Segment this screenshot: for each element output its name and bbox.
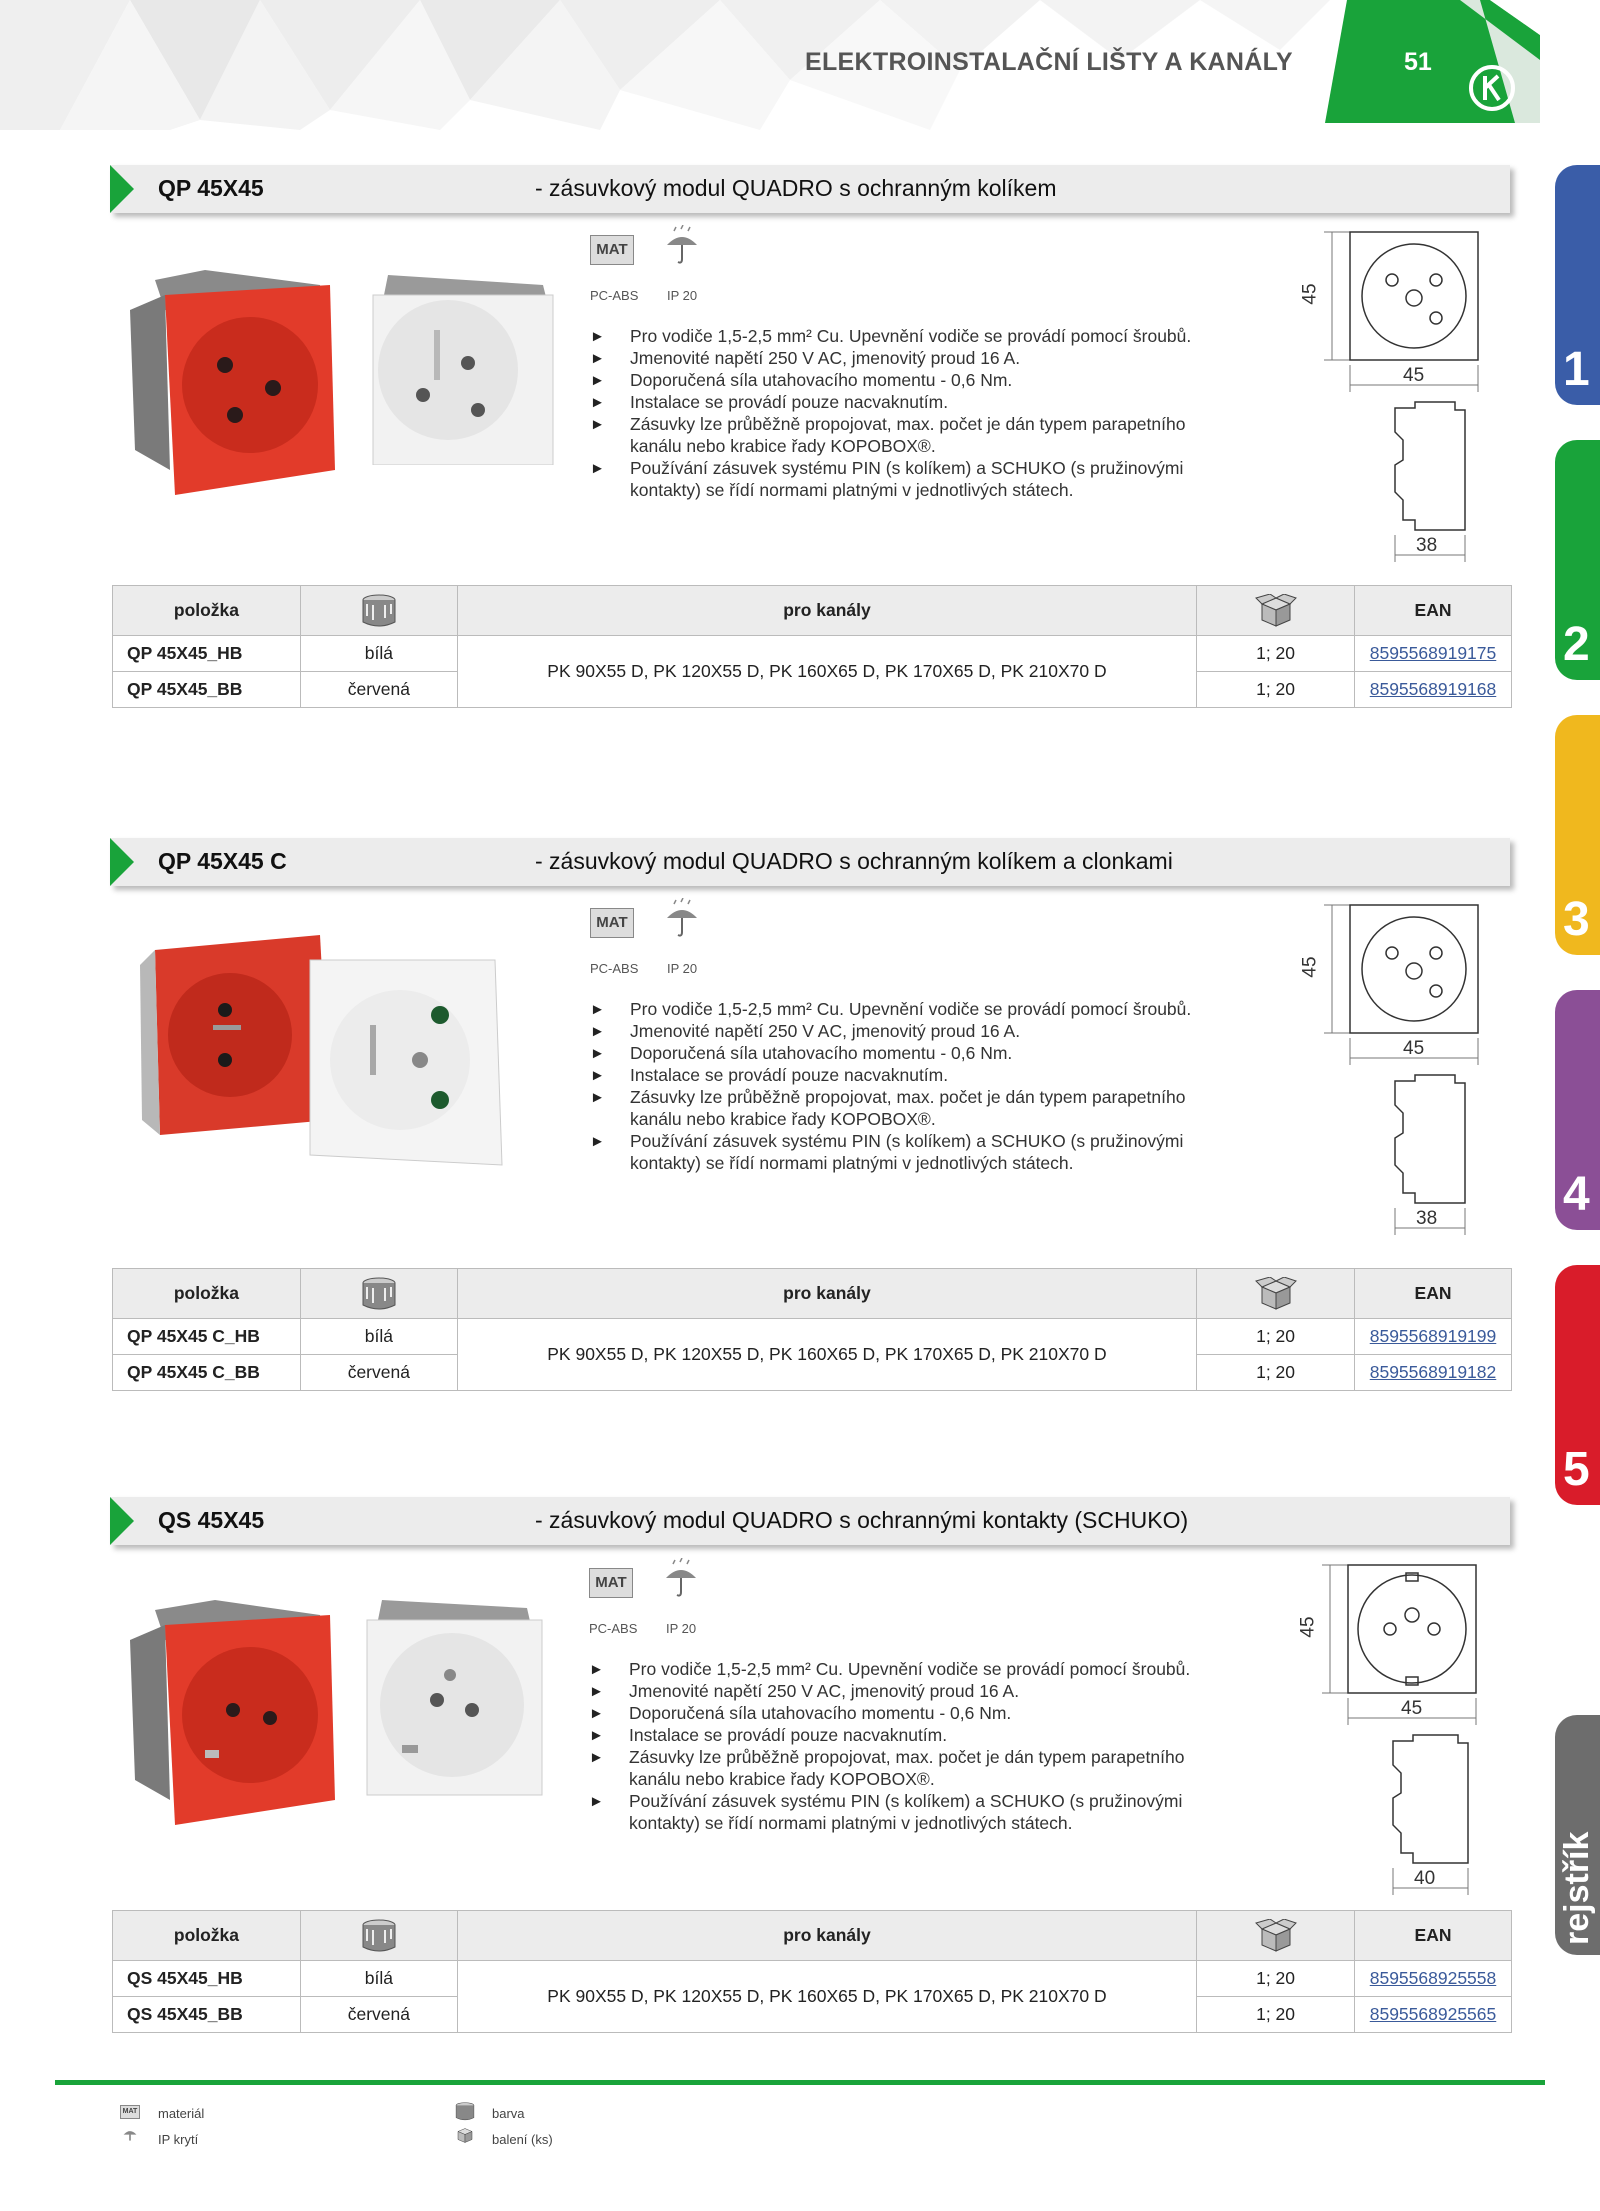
feature-item: ► Instalace se provádí pouze nacvaknutím. bbox=[589, 1725, 948, 1745]
section-code: QP 45X45 C bbox=[158, 848, 287, 874]
cell-pack: 1; 20 bbox=[1197, 1355, 1355, 1391]
legend-material: materiál bbox=[158, 2106, 205, 2121]
cell-code: QS 45X45_BB bbox=[113, 1997, 301, 2033]
section-arrow-icon bbox=[110, 838, 134, 886]
cell-code: QP 45X45_BB bbox=[113, 672, 301, 708]
cell-color: bílá bbox=[300, 636, 457, 672]
product-section-qp45x45 bbox=[110, 165, 1510, 213]
material-value: PC-ABS bbox=[590, 288, 639, 303]
header-ean: EAN bbox=[1355, 586, 1512, 636]
side-tab-5[interactable]: 5 bbox=[1555, 1265, 1600, 1505]
feature-list bbox=[590, 325, 1240, 501]
ip-value: IP 20 bbox=[666, 1621, 697, 1636]
product-section-qp45x45c bbox=[110, 838, 1510, 886]
cell-pack: 1; 20 bbox=[1197, 1961, 1355, 1997]
dimension-height: 45 bbox=[1299, 956, 1321, 978]
feature-item: ► Pro vodiče 1,5-2,5 mm² Cu. Upevnění vodiče se provádí pomocí šroubů. bbox=[590, 999, 1192, 1019]
section-arrow-icon bbox=[110, 1497, 134, 1545]
section-arrow-icon bbox=[110, 165, 134, 213]
box-icon bbox=[1254, 1277, 1298, 1311]
page-number: 51 bbox=[1404, 48, 1432, 76]
dimension-drawing-front-schuko bbox=[1318, 1563, 1478, 1728]
feature-item: ► Používání zásuvek systému PIN (s kolíkem) a SCHUKO (s pružinovými kontakty) se řídí normami platnými v jednotlivých státech. bbox=[590, 1131, 1184, 1173]
paint-bucket-icon bbox=[361, 1277, 397, 1311]
header-item: položka bbox=[113, 1269, 301, 1319]
cell-pack: 1; 20 bbox=[1197, 1319, 1355, 1355]
cell-code: QS 45X45_HB bbox=[113, 1961, 301, 1997]
feature-item: ► Zásuvky lze průběžně propojovat, max. počet je dán typem parapetního kanálu nebo krabice řady KOPOBOX®. bbox=[589, 1747, 1185, 1789]
header-item: položka bbox=[113, 586, 301, 636]
dimension-drawing-front bbox=[1320, 903, 1480, 1068]
side-tab-4[interactable]: 4 bbox=[1555, 990, 1600, 1230]
page-header-title: ELEKTROINSTALAČNÍ LIŠTY A KANÁLY bbox=[805, 48, 1293, 76]
section-description: - zásuvkový modul QUADRO s ochranným kolíkem a clonkami bbox=[535, 848, 1173, 874]
feature-item: ► Instalace se provádí pouze nacvaknutím. bbox=[590, 1065, 949, 1085]
feature-item: ► Instalace se provádí pouze nacvaknutím. bbox=[590, 392, 949, 412]
side-tab-2[interactable]: 2 bbox=[1555, 440, 1600, 680]
feature-item: ► Používání zásuvek systému PIN (s kolíkem) a SCHUKO (s pružinovými kontakty) se řídí normami platnými v jednotlivých státech. bbox=[590, 458, 1184, 500]
cell-ean-link[interactable]: 8595568919175 bbox=[1355, 636, 1512, 672]
legend-material-icon: MAT bbox=[120, 2105, 140, 2119]
feature-list bbox=[590, 998, 1240, 1174]
product-section-qs45x45 bbox=[110, 1497, 1510, 1545]
header-pack bbox=[1197, 1911, 1355, 1961]
legend-pack-icon bbox=[454, 2126, 476, 2144]
k-logo-icon bbox=[1468, 64, 1516, 112]
cell-pack: 1; 20 bbox=[1197, 1997, 1355, 2033]
side-tab-3[interactable]: 3 bbox=[1555, 715, 1600, 955]
side-tab-index[interactable]: rejstřík bbox=[1555, 1715, 1600, 1955]
feature-item: ► Jmenovité napětí 250 V AC, jmenovitý proud 16 A. bbox=[590, 1021, 1021, 1041]
cell-ean-link[interactable]: 8595568919168 bbox=[1355, 672, 1512, 708]
header-channels: pro kanály bbox=[457, 1269, 1196, 1319]
dimension-width: 45 bbox=[1401, 1698, 1423, 1719]
ip-umbrella-icon bbox=[664, 225, 700, 267]
dimension-depth: 40 bbox=[1414, 1868, 1436, 1889]
cell-color: bílá bbox=[300, 1319, 457, 1355]
feature-list bbox=[589, 1658, 1239, 1834]
material-icon: MAT bbox=[589, 1568, 633, 1598]
ip-umbrella-icon bbox=[663, 1558, 699, 1600]
legend-pack: balení (ks) bbox=[492, 2132, 553, 2147]
feature-item: ► Zásuvky lze průběžně propojovat, max. počet je dán typem parapetního kanálu nebo krabice řady KOPOBOX®. bbox=[590, 1087, 1186, 1129]
dimension-height: 45 bbox=[1297, 1616, 1319, 1638]
material-value: PC-ABS bbox=[589, 1621, 638, 1636]
section-description: - zásuvkový modul QUADRO s ochrannými kontakty (SCHUKO) bbox=[535, 1507, 1189, 1533]
side-tab-1[interactable]: 1 bbox=[1555, 165, 1600, 405]
product-table bbox=[112, 1910, 1512, 2033]
cell-color: červená bbox=[300, 1997, 457, 2033]
cell-channels: PK 90X55 D, PK 120X55 D, PK 160X65 D, PK 170X65 D, PK 210X70 D bbox=[457, 1961, 1196, 2033]
feature-item: ► Doporučená síla utahovacího momentu - 0,6 Nm. bbox=[589, 1703, 1012, 1723]
legend-ip: IP krytí bbox=[158, 2132, 199, 2147]
footer-divider bbox=[55, 2080, 1545, 2085]
cell-ean-link[interactable]: 8595568919182 bbox=[1355, 1355, 1512, 1391]
dimension-height: 45 bbox=[1299, 283, 1321, 305]
cell-color: červená bbox=[300, 672, 457, 708]
table-row bbox=[113, 1961, 1512, 1997]
product-photo-white-socket bbox=[368, 275, 558, 465]
paint-bucket-icon bbox=[361, 594, 397, 628]
cell-ean-link[interactable]: 8595568925558 bbox=[1355, 1961, 1512, 1997]
paint-bucket-icon bbox=[361, 1919, 397, 1953]
legend-color: barva bbox=[492, 2106, 525, 2121]
material-value: PC-ABS bbox=[590, 961, 639, 976]
feature-item: ► Doporučená síla utahovacího momentu - 0,6 Nm. bbox=[590, 1043, 1013, 1063]
feature-item: ► Doporučená síla utahovacího momentu - 0,6 Nm. bbox=[590, 370, 1013, 390]
legend-color-icon bbox=[455, 2102, 475, 2121]
feature-item: ► Pro vodiče 1,5-2,5 mm² Cu. Upevnění vodiče se provádí pomocí šroubů. bbox=[590, 326, 1192, 346]
dimension-width: 45 bbox=[1403, 365, 1425, 386]
header-pack bbox=[1197, 586, 1355, 636]
feature-item: ► Používání zásuvek systému PIN (s kolíkem) a SCHUKO (s pružinovými kontakty) se řídí normami platnými v jednotlivých státech. bbox=[589, 1791, 1183, 1833]
dimension-depth: 38 bbox=[1416, 1208, 1438, 1229]
feature-item: ► Zásuvky lze průběžně propojovat, max. počet je dán typem parapetního kanálu nebo krabice řady KOPOBOX®. bbox=[590, 414, 1186, 456]
cell-color: bílá bbox=[300, 1961, 457, 1997]
cell-color: červená bbox=[300, 1355, 457, 1391]
header-color bbox=[300, 1911, 457, 1961]
feature-item: ► Jmenovité napětí 250 V AC, jmenovitý proud 16 A. bbox=[589, 1681, 1020, 1701]
product-table bbox=[112, 1268, 1512, 1391]
product-photo-red-schuko bbox=[125, 1600, 340, 1825]
cell-pack: 1; 20 bbox=[1197, 636, 1355, 672]
feature-item: ► Pro vodiče 1,5-2,5 mm² Cu. Upevnění vodiče se provádí pomocí šroubů. bbox=[589, 1659, 1191, 1679]
product-photo-sockets-pair bbox=[130, 935, 530, 1170]
header-pack bbox=[1197, 1269, 1355, 1319]
ip-value: IP 20 bbox=[667, 288, 698, 303]
box-icon bbox=[1254, 1919, 1298, 1953]
cell-code: QP 45X45_HB bbox=[113, 636, 301, 672]
header-color bbox=[300, 1269, 457, 1319]
dimension-depth: 38 bbox=[1416, 535, 1438, 556]
section-code: QP 45X45 bbox=[158, 175, 264, 201]
legend-ip-icon bbox=[122, 2126, 138, 2144]
dimension-width: 45 bbox=[1403, 1038, 1425, 1059]
section-description: - zásuvkový modul QUADRO s ochranným kolíkem bbox=[535, 175, 1057, 201]
material-icon: MAT bbox=[590, 235, 634, 265]
cell-pack: 1; 20 bbox=[1197, 672, 1355, 708]
header-ean: EAN bbox=[1355, 1911, 1512, 1961]
header-channels: pro kanály bbox=[457, 586, 1196, 636]
header-channels: pro kanály bbox=[457, 1911, 1196, 1961]
table-header-row bbox=[113, 1911, 1512, 1961]
product-table bbox=[112, 585, 1512, 708]
cell-ean-link[interactable]: 8595568919199 bbox=[1355, 1319, 1512, 1355]
cell-ean-link[interactable]: 8595568925565 bbox=[1355, 1997, 1512, 2033]
section-code: QS 45X45 bbox=[158, 1507, 265, 1533]
ip-umbrella-icon bbox=[664, 898, 700, 940]
cell-code: QP 45X45 C_BB bbox=[113, 1355, 301, 1391]
header-color bbox=[300, 586, 457, 636]
ip-value: IP 20 bbox=[667, 961, 698, 976]
table-header-row bbox=[113, 1269, 1512, 1319]
feature-item: ► Jmenovité napětí 250 V AC, jmenovitý proud 16 A. bbox=[590, 348, 1021, 368]
dimension-drawing-front bbox=[1320, 230, 1480, 395]
cell-code: QP 45X45 C_HB bbox=[113, 1319, 301, 1355]
table-row bbox=[113, 636, 1512, 672]
cell-channels: PK 90X55 D, PK 120X55 D, PK 160X65 D, PK 170X65 D, PK 210X70 D bbox=[457, 1319, 1196, 1391]
box-icon bbox=[1254, 594, 1298, 628]
table-header-row bbox=[113, 586, 1512, 636]
product-photo-white-schuko bbox=[362, 1600, 547, 1800]
material-icon: MAT bbox=[590, 908, 634, 938]
product-photo-red-socket bbox=[125, 270, 340, 495]
header-ean: EAN bbox=[1355, 1269, 1512, 1319]
cell-channels: PK 90X55 D, PK 120X55 D, PK 160X65 D, PK 170X65 D, PK 210X70 D bbox=[457, 636, 1196, 708]
header-item: položka bbox=[113, 1911, 301, 1961]
table-row bbox=[113, 1319, 1512, 1355]
